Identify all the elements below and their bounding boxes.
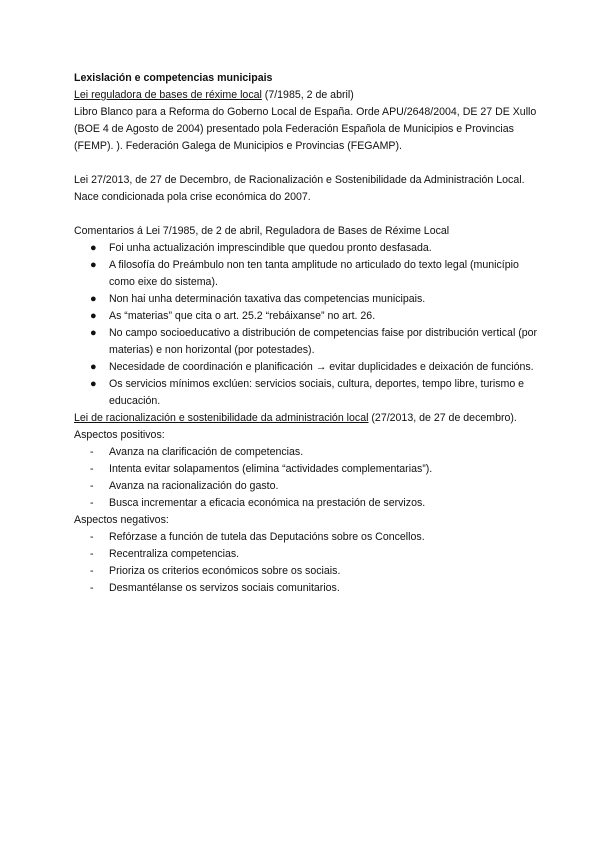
- dash-marker: -: [90, 565, 94, 577]
- list-item: [74, 444, 544, 461]
- list-item: [74, 240, 544, 257]
- list-item-text: Avanza na clarificación de competencias.: [109, 446, 304, 458]
- lei27-paragraph: Lei 27/2013, de 27 de Decembro, de Racionalización e Sostenibilidade da Administración Local. Nace condicionada pola crise económica do 2007.: [74, 174, 525, 203]
- negativos-heading: Aspectos negativos:: [74, 514, 169, 526]
- list-item: [74, 563, 544, 580]
- bullet-marker: ●: [90, 361, 97, 373]
- document-title: Lexislación e competencias municipais: [74, 72, 273, 84]
- list-item-text: Avanza na racionalización do gasto.: [109, 480, 279, 492]
- list-item-text: Intenta evitar solapamentos (elimina “actividades complementarias”).: [109, 463, 433, 475]
- list-item: [74, 257, 544, 291]
- libro-blanco-paragraph: Libro Blanco para a Reforma do Goberno Local de España. Orde APU/2648/2004, DE 27 DE Xullo (BOE 4 de Agosto de 2004) presentado pola Federación Española de Municipios e Provincias (FEMP). ). Federación Galega de Municipios e Provincias (FEGAMP).: [74, 106, 537, 152]
- list-item: [74, 495, 544, 512]
- dash-marker: -: [90, 463, 94, 475]
- list-item-text: Necesidade de coordinación e planificación → evitar duplicidades e deixación de funcións.: [109, 361, 534, 373]
- list-item-text: Prioriza os criterios económicos sobre os sociais.: [109, 565, 341, 577]
- bullet-marker: ●: [90, 378, 97, 390]
- comentarios-heading: Comentarios á Lei 7/1985, de 2 de abril, Reguladora de Bases de Réxime Local: [74, 225, 450, 237]
- list-item: [74, 291, 544, 308]
- list-item: [74, 546, 544, 563]
- dash-marker: -: [90, 497, 94, 509]
- law1-link[interactable]: Lei reguladora de bases de réxime local: [74, 89, 262, 101]
- negativos-list: [74, 529, 544, 597]
- list-item-text: No campo socioeducativo a distribución de competencias faise por distribución vertical (por materias) e non horizontal (por potestades).: [109, 327, 538, 356]
- document-page: [74, 70, 544, 597]
- list-item-text: Os servicios mínimos exclúen: servicios sociais, cultura, deportes, tempo libre, turismo e educación.: [109, 378, 525, 407]
- list-item: [74, 580, 544, 597]
- positivos-heading: Aspectos positivos:: [74, 429, 165, 441]
- list-item-text: Desmantélanse os servizos sociais comunitarios.: [109, 582, 340, 594]
- dash-marker: -: [90, 548, 94, 560]
- dash-marker: -: [90, 531, 94, 543]
- list-item-text: A filosofía do Preámbulo non ten tanta amplitude no articulado do texto legal (município como eixe do sistema).: [109, 259, 519, 288]
- bullet-marker: ●: [90, 293, 97, 305]
- law2-suffix: (27/2013, de 27 de decembro).: [368, 412, 517, 424]
- bullet-marker: ●: [90, 259, 97, 271]
- dash-marker: -: [90, 446, 94, 458]
- list-item: [74, 529, 544, 546]
- list-item-text: Recentraliza competencias.: [109, 548, 240, 560]
- list-item-text: Non hai unha determinación taxativa das competencias municipais.: [109, 293, 426, 305]
- bullet-marker: ●: [90, 310, 97, 322]
- list-item: [74, 461, 544, 478]
- comentarios-list: [74, 240, 544, 410]
- dash-marker: -: [90, 582, 94, 594]
- dash-marker: -: [90, 480, 94, 492]
- spacer: [74, 155, 544, 172]
- list-item: [74, 325, 544, 359]
- list-item: [74, 376, 544, 410]
- law2-link[interactable]: Lei de racionalización e sostenibilidade da administración local: [74, 412, 369, 424]
- bullet-marker: ●: [90, 242, 97, 254]
- law2-line: [74, 410, 544, 427]
- law1-suffix: (7/1985, 2 de abril): [261, 89, 354, 101]
- list-item-text: As “materias” que cita o art. 25.2 “rebáixanse” no art. 26.: [109, 310, 376, 322]
- list-item: [74, 359, 544, 376]
- list-item: [74, 308, 544, 325]
- list-item-text: Refórzase a función de tutela das Deputacións sobre os Concellos.: [109, 531, 425, 543]
- positivos-list: [74, 444, 544, 512]
- spacer: [74, 206, 544, 223]
- law1-line: [74, 87, 544, 104]
- list-item-text: Foi unha actualización imprescindible que quedou pronto desfasada.: [109, 242, 432, 254]
- list-item-text: Busca incrementar a eficacia económica na prestación de servizos.: [109, 497, 426, 509]
- bullet-marker: ●: [90, 327, 97, 339]
- list-item: [74, 478, 544, 495]
